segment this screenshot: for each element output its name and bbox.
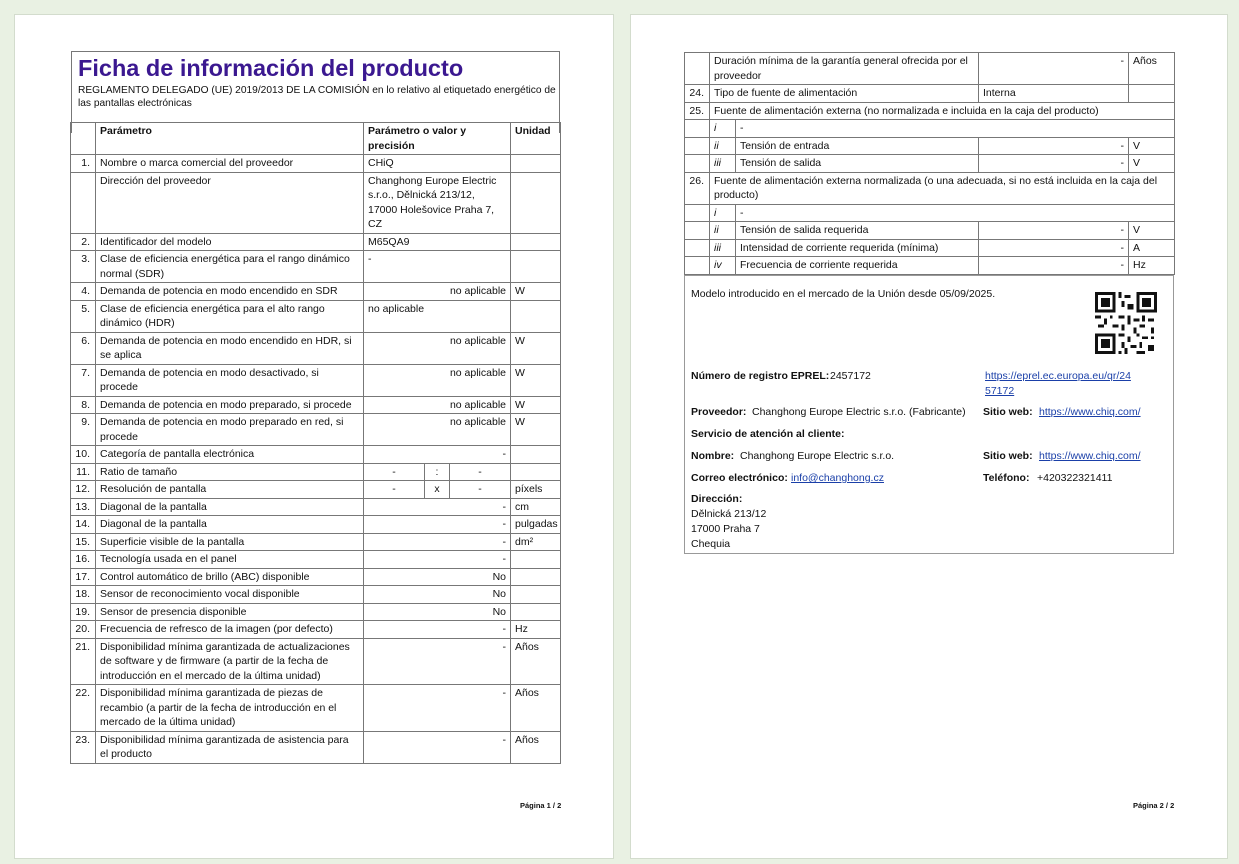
row-number: 2.: [71, 233, 96, 251]
row-number: 5.: [71, 300, 96, 332]
row-unit: W: [511, 396, 561, 414]
table-row: [71, 516, 561, 534]
table-row: [685, 102, 1175, 120]
supplier-info-box: [684, 275, 1174, 554]
row-value: -: [364, 731, 511, 763]
row-param: Nombre o marca comercial del proveedor: [96, 155, 364, 173]
table-subrow: [685, 257, 1175, 275]
table-row: [71, 568, 561, 586]
phone-label: Teléfono:: [983, 472, 1030, 484]
address-line1: Dělnická 213/12: [691, 508, 767, 520]
table-row: [71, 638, 561, 685]
row-value: -: [979, 155, 1129, 173]
row-param: Identificador del modelo: [96, 233, 364, 251]
table-row: [71, 586, 561, 604]
table-row: [71, 283, 561, 301]
title-block: [71, 51, 560, 133]
table-row: [71, 498, 561, 516]
row-value: no aplicable: [364, 396, 511, 414]
service-name: Changhong Europe Electric s.r.o.: [740, 450, 895, 462]
row-param: Diagonal de la pantalla: [96, 498, 364, 516]
table-row: [71, 233, 561, 251]
row-unit: Hz: [511, 621, 561, 639]
row-value: -: [364, 551, 511, 569]
row-param: Disponibilidad mínima garantizada de piezas de recambio (a partir de la fecha de introducción en el mercado de la última unidad): [96, 685, 364, 732]
row-number: 20.: [71, 621, 96, 639]
header-value: Parámetro o valor y precisión: [364, 123, 511, 155]
row-param: Frecuencia de refresco de la imagen (por defecto): [96, 621, 364, 639]
row-param: Sensor de reconocimiento vocal disponible: [96, 586, 364, 604]
resolution-width: -: [364, 481, 425, 499]
row-param: Disponibilidad mínima garantizada de asistencia para el producto: [96, 731, 364, 763]
regulation-subtitle: REGLAMENTO DELEGADO (UE) 2019/2013 DE LA COMISIÓN en lo relativo al etiquetado energético de las pantallas electrónicas: [78, 85, 556, 109]
resolution-separator: x: [425, 481, 450, 499]
header-unit: Unidad: [511, 123, 561, 155]
row-param: Demanda de potencia en modo preparado en red, si procede: [96, 414, 364, 446]
ratio-width: -: [364, 463, 425, 481]
table-row: [685, 85, 1175, 103]
table-row: [71, 364, 561, 396]
row-value: -: [979, 53, 1129, 85]
row-value: -: [364, 533, 511, 551]
row-unit: W: [511, 283, 561, 301]
table-row: [685, 172, 1175, 204]
table-row: [71, 300, 561, 332]
row-value: Interna: [979, 85, 1129, 103]
row-unit: W: [511, 414, 561, 446]
row-value: -: [979, 257, 1129, 275]
row-number: 13.: [71, 498, 96, 516]
name-label: Nombre:: [691, 450, 735, 462]
row-param: Clase de eficiencia energética para el rango dinámico normal (SDR): [96, 251, 364, 283]
row-param: Dirección del proveedor: [96, 172, 364, 233]
row-param: Disponibilidad mínima garantizada de actualizaciones de software y de firmware (a partir de la fecha de introducción en el mercado de la última unidad): [96, 638, 364, 685]
row-unit: cm: [511, 498, 561, 516]
row-value: -: [364, 446, 511, 464]
row-unit: V: [1129, 155, 1175, 173]
address-line3: Chequia: [691, 538, 731, 550]
qr-code-icon[interactable]: [1095, 292, 1157, 354]
row-value: -: [364, 685, 511, 732]
row-param: Tensión de salida: [736, 155, 979, 173]
address-label: Dirección:: [691, 493, 743, 505]
row-number: 25.: [685, 102, 710, 120]
market-date-text: Modelo introducido en el mercado de la Unión desde 05/09/2025.: [691, 288, 996, 300]
row-number: 10.: [71, 446, 96, 464]
row-param: Sensor de presencia disponible: [96, 603, 364, 621]
row-param: Intensidad de corriente requerida (mínima): [736, 239, 979, 257]
row-value: No: [364, 586, 511, 604]
product-info-table: [70, 122, 561, 764]
row-param: Demanda de potencia en modo encendido en HDR, si se aplica: [96, 332, 364, 364]
row-number: 22.: [71, 685, 96, 732]
table-row: [71, 481, 561, 499]
row-value: no aplicable: [364, 283, 511, 301]
row-value: -: [364, 621, 511, 639]
row-param: Clase de eficiencia energética para el alto rango dinámico (HDR): [96, 300, 364, 332]
row-param: -: [736, 120, 1175, 138]
row-value: Changhong Europe Electric s.r.o., Dělnická 213/12, 17000 Holešovice Praha 7, CZ: [364, 172, 511, 233]
row-value: -: [364, 516, 511, 534]
table-row: [71, 603, 561, 621]
table-row: [71, 414, 561, 446]
row-param: Diagonal de la pantalla: [96, 516, 364, 534]
resolution-height: -: [450, 481, 511, 499]
table-subrow: [685, 239, 1175, 257]
row-number: 19.: [71, 603, 96, 621]
row-number: 18.: [71, 586, 96, 604]
sub-number: iii: [710, 155, 736, 173]
row-number: 24.: [685, 85, 710, 103]
row-unit: W: [511, 364, 561, 396]
page-title: Ficha de información del producto: [78, 55, 464, 81]
eprel-link-line2[interactable]: 57172: [985, 385, 1015, 397]
row-param: Tensión de entrada: [736, 137, 979, 155]
row-number: 6.: [71, 332, 96, 364]
table-subrow: [685, 137, 1175, 155]
row-unit: V: [1129, 137, 1175, 155]
header-param: Parámetro: [96, 123, 364, 155]
row-value: -: [979, 137, 1129, 155]
eprel-label: Número de registro EPREL:: [691, 370, 830, 382]
row-value: -: [364, 251, 511, 283]
sub-number: ii: [710, 222, 736, 240]
table-subrow: [685, 155, 1175, 173]
row-number: 11.: [71, 463, 96, 481]
row-value: no aplicable: [364, 300, 511, 332]
row-param: Demanda de potencia en modo desactivado, si procede: [96, 364, 364, 396]
row-param: -: [736, 204, 1175, 222]
sub-number: iv: [710, 257, 736, 275]
row-param: Ratio de tamaño: [96, 463, 364, 481]
table-subrow: [685, 120, 1175, 138]
website-label: Sitio web:: [983, 406, 1033, 418]
row-param: Fuente de alimentación externa normalizada (o una adecuada, si no está incluida en la caja del producto): [710, 172, 1175, 204]
sub-number: iii: [710, 239, 736, 257]
row-param: Tipo de fuente de alimentación: [710, 85, 979, 103]
sub-number: i: [710, 204, 736, 222]
row-number: 12.: [71, 481, 96, 499]
row-number: 21.: [71, 638, 96, 685]
row-unit: W: [511, 332, 561, 364]
table-row: [71, 685, 561, 732]
row-number: 23.: [71, 731, 96, 763]
row-unit: Años: [1129, 53, 1175, 85]
page-footer: Página 2 / 2: [1133, 801, 1175, 810]
row-param: Duración mínima de la garantía general ofrecida por el proveedor: [710, 53, 979, 85]
row-number: 8.: [71, 396, 96, 414]
table-subrow: [685, 204, 1175, 222]
table-row: [71, 251, 561, 283]
service-label: Servicio de atención al cliente:: [691, 428, 845, 440]
table-subrow: [685, 222, 1175, 240]
row-number: 1.: [71, 155, 96, 173]
row-param: Superficie visible de la pantalla: [96, 533, 364, 551]
supplier-name: Changhong Europe Electric s.r.o. (Fabricante): [752, 406, 966, 418]
row-value: no aplicable: [364, 414, 511, 446]
table-row: [685, 53, 1175, 85]
row-unit: Años: [511, 638, 561, 685]
row-param: Fuente de alimentación externa (no normalizada e incluida en la caja del producto): [710, 102, 1175, 120]
row-param: Frecuencia de corriente requerida: [736, 257, 979, 275]
row-param: Demanda de potencia en modo encendido en SDR: [96, 283, 364, 301]
table-row: [71, 463, 561, 481]
row-unit: A: [1129, 239, 1175, 257]
row-number: 3.: [71, 251, 96, 283]
table-row: [71, 621, 561, 639]
row-unit: píxels: [511, 481, 561, 499]
page-1: [14, 14, 614, 859]
table-row: [71, 155, 561, 173]
page-2: [630, 14, 1228, 859]
row-param: Tensión de salida requerida: [736, 222, 979, 240]
supplier-label: Proveedor:: [691, 406, 747, 418]
row-value: No: [364, 568, 511, 586]
eprel-number: 2457172: [830, 370, 871, 382]
row-unit: V: [1129, 222, 1175, 240]
eprel-link-line1[interactable]: https://eprel.ec.europa.eu/qr/24: [985, 370, 1131, 382]
row-number: 9.: [71, 414, 96, 446]
row-value: -: [979, 222, 1129, 240]
row-value: no aplicable: [364, 332, 511, 364]
row-unit: pulgadas: [511, 516, 561, 534]
website2-label: Sitio web:: [983, 450, 1033, 462]
sub-number: i: [710, 120, 736, 138]
website2-link[interactable]: https://www.chiq.com/: [1039, 450, 1141, 462]
row-unit: Años: [511, 731, 561, 763]
row-unit: Años: [511, 685, 561, 732]
row-param: Tecnología usada en el panel: [96, 551, 364, 569]
row-number: 26.: [685, 172, 710, 204]
row-param: Control automático de brillo (ABC) disponible: [96, 568, 364, 586]
row-param: Categoría de pantalla electrónica: [96, 446, 364, 464]
table-row: [71, 332, 561, 364]
phone-number: +420322321411: [1037, 472, 1113, 484]
row-unit: [511, 155, 561, 173]
row-value: M65QA9: [364, 233, 511, 251]
row-value: no aplicable: [364, 364, 511, 396]
row-value: -: [364, 498, 511, 516]
table-row: [71, 446, 561, 464]
table-row: [71, 731, 561, 763]
row-number: 15.: [71, 533, 96, 551]
row-unit: dm²: [511, 533, 561, 551]
row-unit: Hz: [1129, 257, 1175, 275]
table-row: [71, 551, 561, 569]
row-number: 16.: [71, 551, 96, 569]
row-value: CHiQ: [364, 155, 511, 173]
table-header-row: [71, 123, 561, 155]
table-row: [71, 533, 561, 551]
table-row: [71, 396, 561, 414]
row-param: Demanda de potencia en modo preparado, si procede: [96, 396, 364, 414]
ratio-separator: :: [425, 463, 450, 481]
row-value: -: [364, 638, 511, 685]
email-label: Correo electrónico:: [691, 472, 788, 484]
row-number: 17.: [71, 568, 96, 586]
sub-number: ii: [710, 137, 736, 155]
row-param: Resolución de pantalla: [96, 481, 364, 499]
website-link[interactable]: https://www.chiq.com/: [1039, 406, 1141, 418]
row-number: 4.: [71, 283, 96, 301]
page-footer: Página 1 / 2: [520, 801, 562, 810]
email-link[interactable]: info@changhong.cz: [791, 472, 884, 484]
table-row: [71, 172, 561, 233]
row-value: No: [364, 603, 511, 621]
power-supply-table: [684, 52, 1175, 275]
row-number: 14.: [71, 516, 96, 534]
ratio-height: -: [450, 463, 511, 481]
row-number: 7.: [71, 364, 96, 396]
address-line2: 17000 Praha 7: [691, 523, 760, 535]
row-value: -: [979, 239, 1129, 257]
